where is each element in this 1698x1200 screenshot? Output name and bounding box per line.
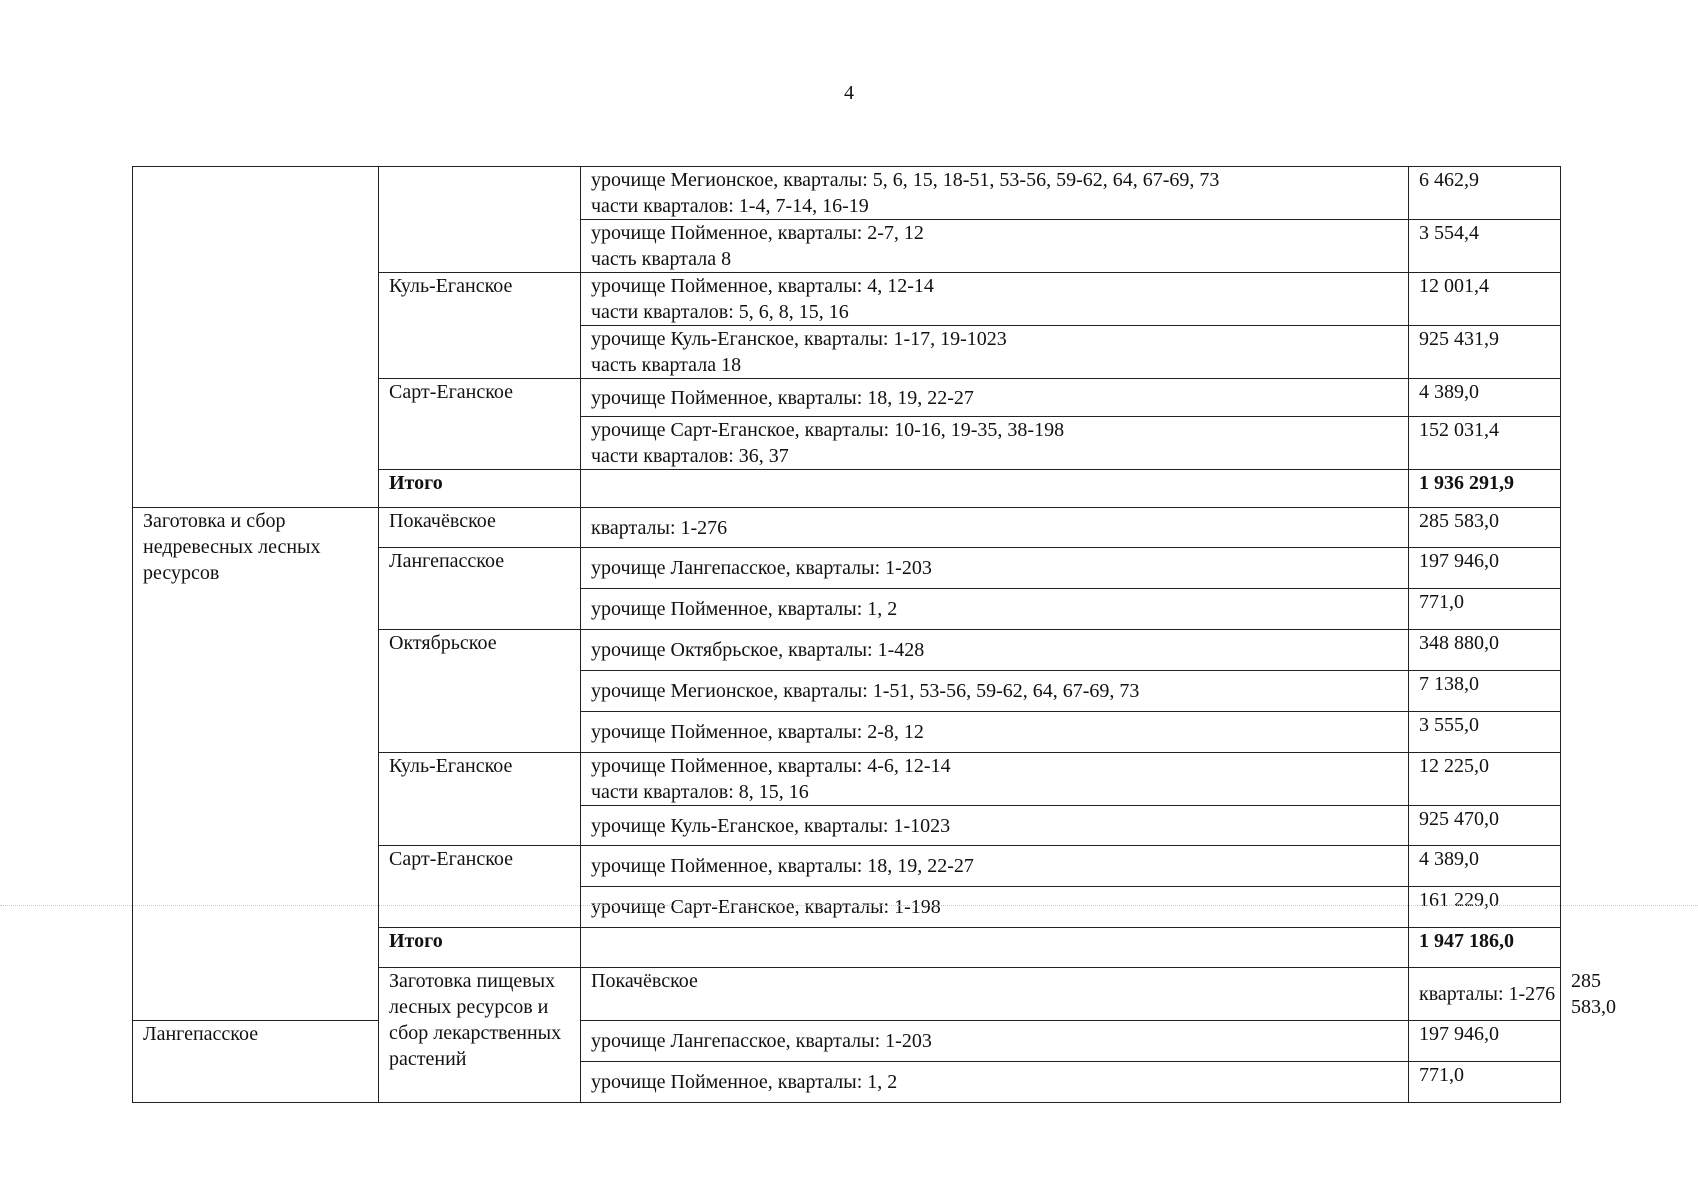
area-cell: 348 880,0 (1409, 630, 1561, 671)
quarters-cell: урочище Сарт-Еганское, кварталы: 10-16, 19-35, 38-198 части кварталов: 36, 37 (581, 417, 1409, 470)
forestry-name: Лангепасское (379, 548, 581, 630)
forestry-name: Покачёвское (379, 508, 581, 548)
quarters-cell-empty (581, 928, 1409, 968)
table-row (133, 167, 1561, 220)
total-label: Итого (379, 470, 581, 508)
area-cell: 925 431,9 (1409, 326, 1561, 379)
area-cell: 12 001,4 (1409, 273, 1561, 326)
area-cell: 285 583,0 (1409, 508, 1561, 548)
quarters-cell-empty (581, 470, 1409, 508)
area-cell: 152 031,4 (1409, 417, 1561, 470)
quarters-cell: урочище Пойменное, кварталы: 2-7, 12 часть квартала 8 (581, 220, 1409, 273)
scan-artifact-line (0, 905, 1698, 906)
kind-cell: Заготовка пищевых лесных ресурсов и сбор лекарственных растений (379, 968, 581, 1103)
forestry-name: Сарт-Еганское (379, 379, 581, 470)
area-cell: 197 946,0 (1409, 548, 1561, 589)
forestry-cell-empty (379, 167, 581, 273)
quarters-cell: урочище Пойменное, кварталы: 4-6, 12-14 части кварталов: 8, 15, 16 (581, 753, 1409, 806)
kind-cell-empty (133, 167, 379, 508)
quarters-cell: урочище Куль-Еганское, кварталы: 1-1023 (581, 806, 1409, 846)
quarters-cell: урочище Мегионское, кварталы: 1-51, 53-56, 59-62, 64, 67-69, 73 (581, 671, 1409, 712)
area-cell: 925 470,0 (1409, 806, 1561, 846)
forestry-name: Куль-Еганское (379, 753, 581, 846)
quarters-cell: кварталы: 1-276 (1409, 968, 1561, 1021)
table-row (133, 1021, 1561, 1062)
quarters-cell: урочище Пойменное, кварталы: 18, 19, 22-27 (581, 379, 1409, 417)
area-cell: 161 229,0 (1409, 887, 1561, 928)
quarters-cell: урочище Пойменное, кварталы: 18, 19, 22-27 (581, 846, 1409, 887)
area-cell: 7 138,0 (1409, 671, 1561, 712)
quarters-cell: урочище Пойменное, кварталы: 1, 2 (581, 1062, 1409, 1103)
forest-areas-table (132, 166, 1616, 1103)
area-cell: 771,0 (1409, 589, 1561, 630)
kind-cell: Заготовка и сбор недревесных лесных ресурсов (133, 508, 379, 1021)
quarters-cell: урочище Пойменное, кварталы: 4, 12-14 части кварталов: 5, 6, 8, 15, 16 (581, 273, 1409, 326)
area-cell: 771,0 (1409, 1062, 1561, 1103)
quarters-cell: урочище Октябрьское, кварталы: 1-428 (581, 630, 1409, 671)
quarters-cell: урочище Пойменное, кварталы: 1, 2 (581, 589, 1409, 630)
table-row (133, 508, 1561, 548)
area-cell: 197 946,0 (1409, 1021, 1561, 1062)
table-row: Заготовка пищевых лесных ресурсов и сбор лекарственных растений Покачёвское кварталы: 1-276 285 583,0 (133, 968, 1561, 1021)
forestry-name: Покачёвское (581, 968, 1409, 1021)
quarters-cell: урочище Лангепасское, кварталы: 1-203 (581, 548, 1409, 589)
area-cell: 3 554,4 (1409, 220, 1561, 273)
total-area: 1 947 186,0 (1409, 928, 1561, 968)
area-cell: 4 389,0 (1409, 846, 1561, 887)
total-label: Итого (379, 928, 581, 968)
total-area: 1 936 291,9 (1409, 470, 1561, 508)
quarters-cell: кварталы: 1-276 (581, 508, 1409, 548)
area-cell: 3 555,0 (1409, 712, 1561, 753)
forestry-name: Октябрьское (379, 630, 581, 753)
area-cell: 4 389,0 (1409, 379, 1561, 417)
forestry-name: Лангепасское (133, 1021, 379, 1103)
forestry-name: Сарт-Еганское (379, 846, 581, 928)
page-number: 4 (844, 82, 854, 104)
quarters-cell: урочище Лангепасское, кварталы: 1-203 (581, 1021, 1409, 1062)
area-cell: 12 225,0 (1409, 753, 1561, 806)
quarters-cell: урочище Куль-Еганское, кварталы: 1-17, 19-1023 часть квартала 18 (581, 326, 1409, 379)
quarters-cell: урочище Мегионское, кварталы: 5, 6, 15, 18-51, 53-56, 59-62, 64, 67-69, 73 части кварталов: 1-4, 7-14, 16-19 (581, 167, 1409, 220)
quarters-cell: урочище Пойменное, кварталы: 2-8, 12 (581, 712, 1409, 753)
area-cell: 6 462,9 (1409, 167, 1561, 220)
quarters-cell: урочище Сарт-Еганское, кварталы: 1-198 (581, 887, 1409, 928)
forestry-name: Куль-Еганское (379, 273, 581, 379)
